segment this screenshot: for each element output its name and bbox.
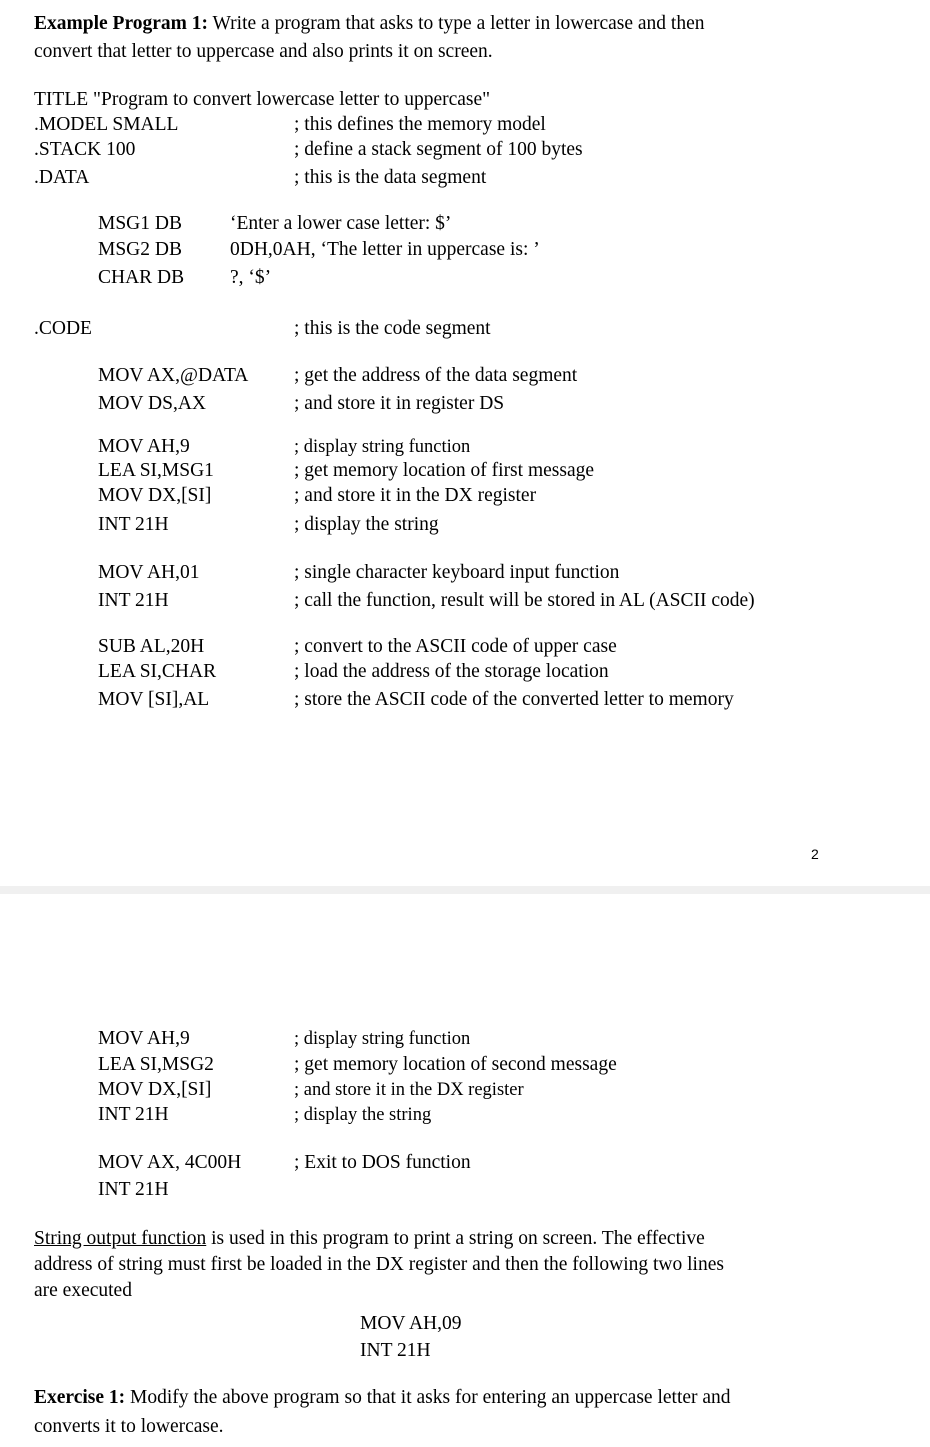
page-separator — [0, 886, 930, 894]
instr-comment: ; convert to the ASCII code of upper case — [294, 636, 617, 657]
instr-comment: ; and store it in the DX register — [294, 485, 537, 506]
example-intro-line1 — [34, 14, 705, 34]
exercise-label: Exercise 1: — [34, 1387, 126, 1408]
instr-comment: ; display the string — [294, 1105, 432, 1125]
char-name: CHAR DB — [98, 267, 185, 288]
instr-code: LEA SI,MSG1 — [98, 460, 214, 481]
instr-code: MOV DS,AX — [98, 393, 206, 414]
paragraph-line1 — [34, 1229, 705, 1249]
instr-code: MOV DX,[SI] — [98, 485, 212, 506]
stack-directive: .STACK 100 — [34, 139, 136, 160]
exercise-line2: converts it to lowercase. — [34, 1416, 224, 1437]
paragraph-line3: are executed — [34, 1280, 132, 1301]
msg2-name: MSG2 DB — [98, 239, 182, 260]
instr-code: MOV AH,01 — [98, 562, 200, 583]
instr-comment: ; and store it in the DX register — [294, 1080, 524, 1100]
example-text: Write a program that asks to type a letter in lowercase and then — [208, 13, 705, 34]
centered-code-line: INT 21H — [360, 1340, 431, 1361]
msg1-value: ‘Enter a lower case letter: $’ — [230, 213, 452, 234]
instr-comment: ; get memory location of first message — [294, 460, 595, 481]
centered-code-line: MOV AH,09 — [360, 1313, 462, 1334]
exercise-line1 — [34, 1388, 731, 1408]
model-comment: ; this defines the memory model — [294, 114, 546, 135]
instr-code: INT 21H — [98, 590, 169, 611]
instr-code: MOV AH,9 — [98, 436, 190, 457]
instr-comment: ; single character keyboard input function — [294, 562, 620, 583]
instr-code: MOV [SI],AL — [98, 689, 210, 710]
title-directive: TITLE "Program to convert lowercase letter to uppercase" — [34, 89, 491, 110]
instr-code: MOV AX,@DATA — [98, 365, 249, 386]
instr-comment: ; get the address of the data segment — [294, 365, 578, 386]
instr-comment: ; call the function, result will be stored in AL (ASCII code) — [294, 590, 755, 611]
stack-comment: ; define a stack segment of 100 bytes — [294, 139, 583, 160]
instr-code: INT 21H — [98, 514, 169, 535]
instr-code: SUB AL,20H — [98, 636, 205, 657]
exercise-text: Modify the above program so that it asks for entering an uppercase letter and — [125, 1387, 731, 1408]
example-intro-line2: convert that letter to uppercase and also prints it on screen. — [34, 41, 493, 62]
instr-code: MOV DX,[SI] — [98, 1079, 212, 1100]
paragraph-line2: address of string must first be loaded in the DX register and then the following two lines — [34, 1254, 724, 1275]
instr-code: MOV AH,9 — [98, 1028, 190, 1049]
instr-comment: ; get memory location of second message — [294, 1054, 617, 1075]
string-output-function-term: String output function — [34, 1228, 207, 1249]
msg1-name: MSG1 DB — [98, 213, 182, 234]
instr-comment: ; display string function — [294, 437, 471, 457]
data-comment: ; this is the data segment — [294, 167, 487, 188]
instr-code: LEA SI,CHAR — [98, 661, 217, 682]
instr-comment: ; and store it in register DS — [294, 393, 505, 414]
code-directive: .CODE — [34, 318, 92, 339]
instr-code: INT 21H — [98, 1104, 169, 1125]
instr-comment: ; display string function — [294, 1029, 471, 1049]
paragraph-text: is used in this program to print a string on screen. The effective — [206, 1228, 705, 1249]
instr-comment: ; Exit to DOS function — [294, 1152, 471, 1173]
char-value: ?, ‘$’ — [230, 267, 272, 288]
msg2-value: 0DH,0AH, ‘The letter in uppercase is: ’ — [230, 239, 540, 260]
instr-code: MOV AX, 4C00H — [98, 1152, 242, 1173]
example-label: Example Program 1: — [34, 13, 209, 34]
model-directive: .MODEL SMALL — [34, 114, 179, 135]
code-comment: ; this is the code segment — [294, 318, 491, 339]
instr-comment: ; load the address of the storage location — [294, 661, 609, 682]
page-number: 2 — [811, 846, 819, 862]
instr-code: INT 21H — [98, 1179, 169, 1200]
instr-comment: ; display the string — [294, 514, 439, 535]
instr-comment: ; store the ASCII code of the converted letter to memory — [294, 689, 734, 710]
instr-code: LEA SI,MSG2 — [98, 1054, 214, 1075]
data-directive: .DATA — [34, 167, 90, 188]
